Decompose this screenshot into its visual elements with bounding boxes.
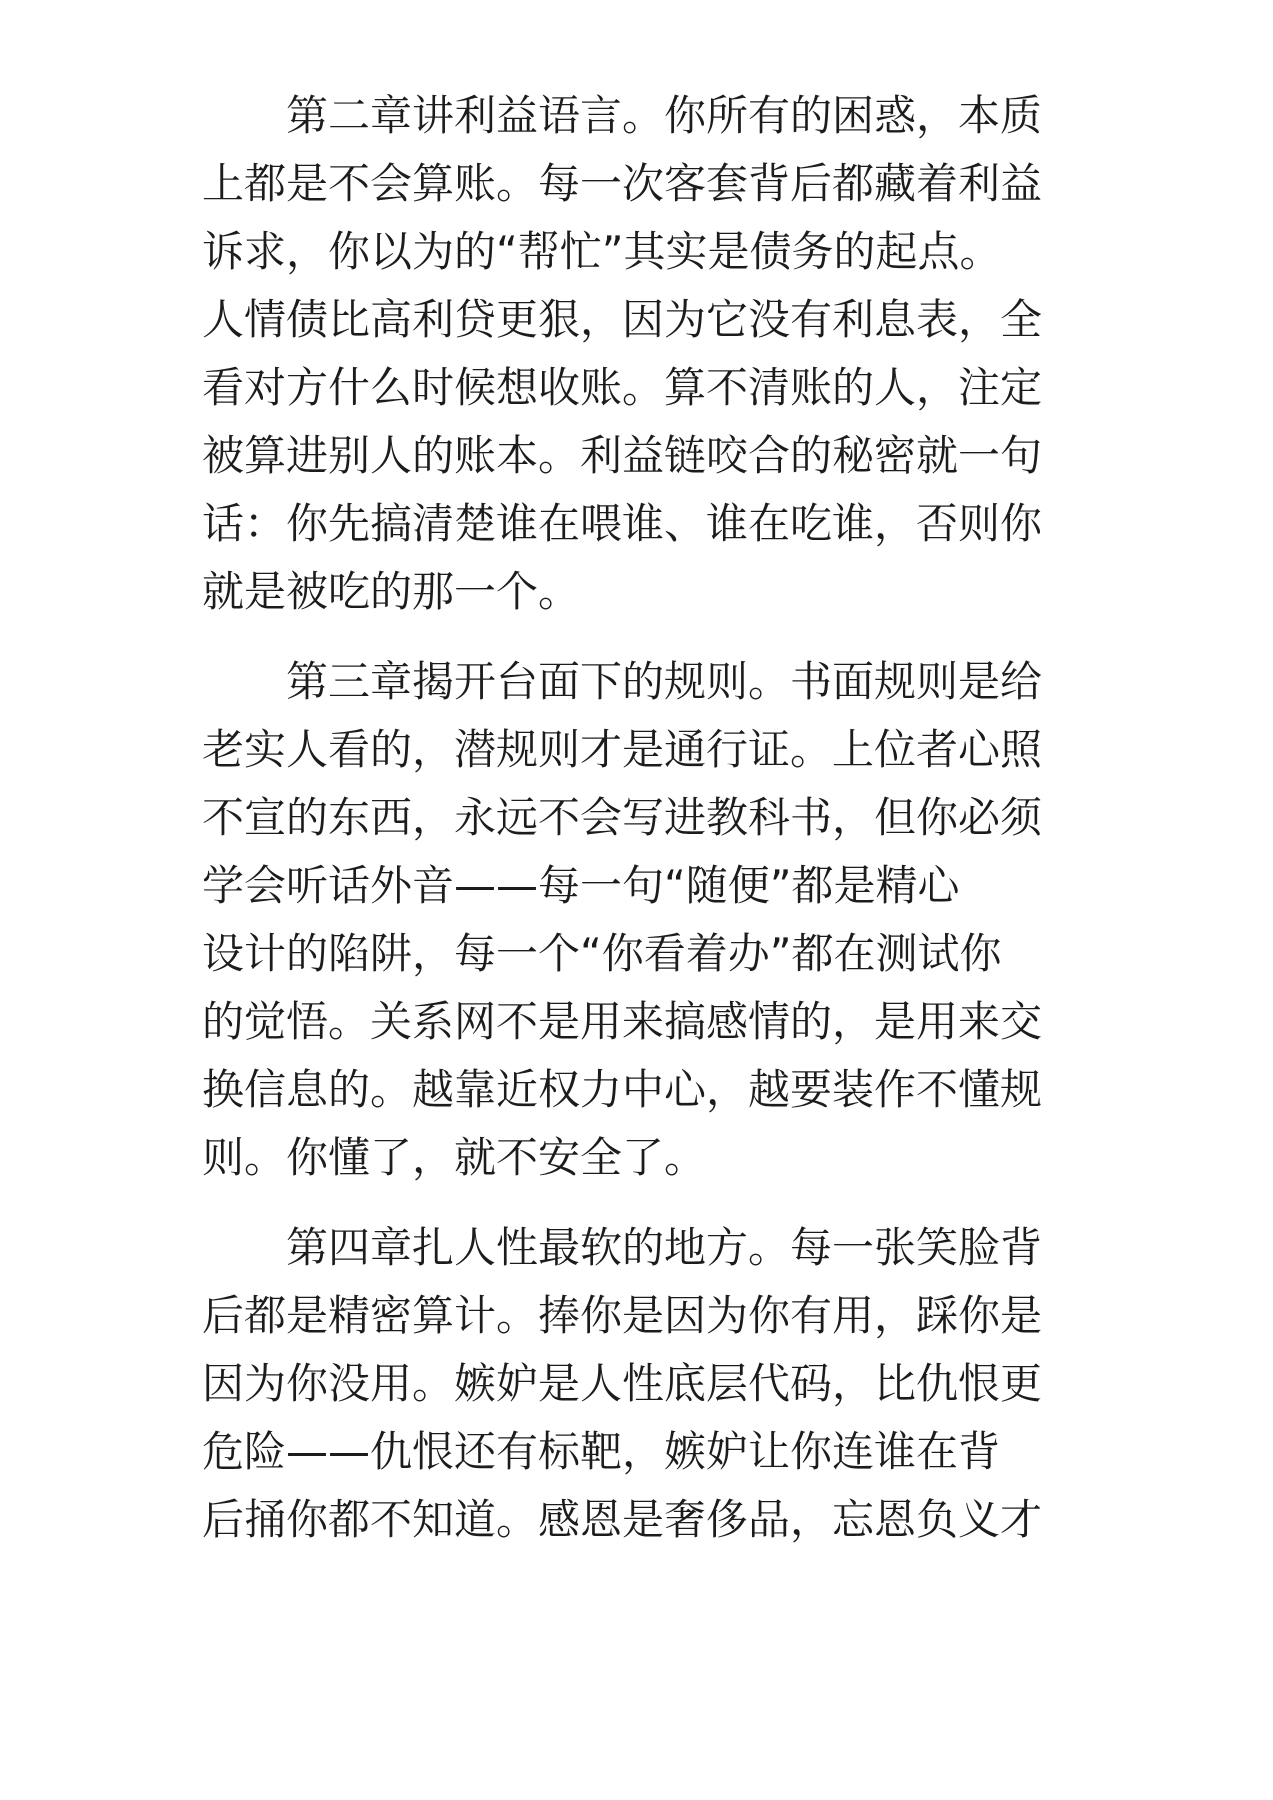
paragraph-chapter-2 bbox=[202, 82, 1082, 626]
text-line: 第三章揭开台面下的规则。书面规则是给 bbox=[286, 657, 1043, 706]
text-line: 话：你先搞清楚谁在喂谁、谁在吃谁，否则你 bbox=[202, 499, 1043, 548]
text-line: 老实人看的，潜规则才是通行证。上位者心照 bbox=[202, 725, 1043, 774]
document-body bbox=[202, 82, 1082, 1576]
text-line: 后捅你都不知道。感恩是奢侈品，忘恩负义才 bbox=[202, 1495, 1043, 1544]
text-line: 上都是不会算账。每一次客套背后都藏着利益 bbox=[202, 159, 1043, 208]
text-line: 则。你懂了，就不安全了。 bbox=[202, 1133, 707, 1182]
text-line: 看对方什么时候想收账。算不清账的人，注定 bbox=[202, 363, 1043, 412]
text-line: 因为你没用。嫉妒是人性底层代码，比仇恨更 bbox=[202, 1359, 1043, 1408]
text-line: 学会听话外音——每一句“随便”都是精心 bbox=[202, 861, 960, 910]
text-line: 后都是精密算计。捧你是因为你有用，踩你是 bbox=[202, 1291, 1043, 1340]
text-line: 设计的陷阱，每一个“你看着办”都在测试你 bbox=[202, 929, 1002, 978]
text-line: 被算进别人的账本。利益链咬合的秘密就一句 bbox=[202, 431, 1043, 480]
text-line: 诉求，你以为的“帮忙”其实是债务的起点。 bbox=[202, 227, 1002, 276]
text-line: 不宣的东西，永远不会写进教科书，但你必须 bbox=[202, 793, 1043, 842]
paragraph-chapter-4 bbox=[202, 1214, 1082, 1554]
text-line: 人情债比高利贷更狠，因为它没有利息表，全 bbox=[202, 295, 1043, 344]
text-line: 的觉悟。关系网不是用来搞感情的，是用来交 bbox=[202, 997, 1043, 1046]
text-line: 就是被吃的那一个。 bbox=[202, 567, 581, 616]
paragraph-chapter-3 bbox=[202, 648, 1082, 1192]
text-line: 换信息的。越靠近权力中心，越要装作不懂规 bbox=[202, 1065, 1043, 1114]
text-line: 第二章讲利益语言。你所有的困惑，本质 bbox=[286, 91, 1043, 140]
text-line: 危险——仇恨还有标靶，嫉妒让你连谁在背 bbox=[202, 1427, 1001, 1476]
text-line: 第四章扎人性最软的地方。每一张笑脸背 bbox=[286, 1223, 1043, 1272]
